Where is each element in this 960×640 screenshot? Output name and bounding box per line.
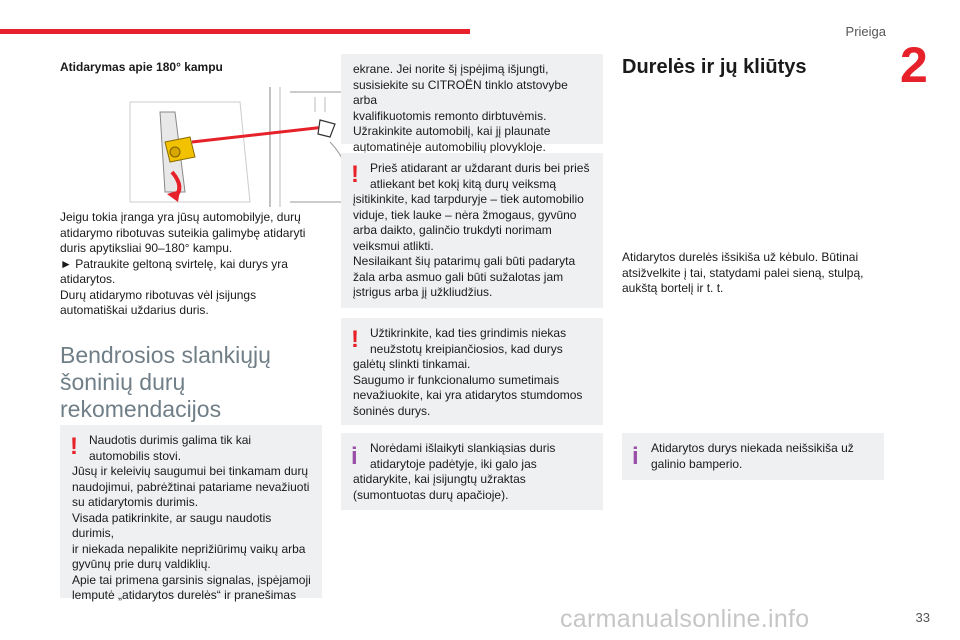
warning-icon: !: [70, 433, 78, 460]
page-number: 33: [915, 610, 930, 625]
doors-paragraph: Atidarytos durelės išsikiša už kėbulo. Būtinai atsižvelkite į tai, statydami palei sieną, stulpą, aukštą bortelį ir t. t.: [622, 250, 864, 295]
warning-box-3: [341, 318, 603, 425]
warning-box-1: [60, 425, 322, 602]
warning-box-2: [341, 153, 603, 308]
warning-box-2-first: Prieš atidarant ar uždarant duris bei prieš atliekant bet kokį kitą durų veiksmą: [370, 161, 590, 191]
warning-box-continued-text: ekrane. Jei norite šį įspėjimą išjungti, susisiekite su CITROËN tinklo atstovybe arba kvalifikuotomis remonto dirbtuvėmis. Užrakinkite automobilį, kai jį plaunate automatinėje automobilių plovykloje.: [353, 62, 568, 154]
info-box-1-first: Norėdami išlaikyti slankiąsias duris atidarytoje padėtyje, iki galo jas: [370, 441, 556, 471]
section-name: Prieiga: [845, 24, 886, 39]
info-box-2-text: Atidarytos durys niekada neišsikiša už galinio bamperio.: [651, 441, 854, 471]
section-title-doors-obstacles: Durelės ir jų kliūtys: [622, 56, 807, 78]
warning-box-2-rest: įsitikinkite, kad tarpduryje – tiek automobilio viduje, tiek lauke – nėra žmogaus, gyvūno arba daikto, galinčio trukdyti norimam veiksmui atlikti. Nesilaikant šių patarimų gali būti padaryta žala arba asmuo gali būti sužalotas jam įstrigus arba jį užkliudžius.: [353, 192, 584, 299]
chapter-number: 2: [900, 37, 928, 93]
info-icon: i: [351, 443, 358, 470]
subheading-180: Atidarymas apie 180° kampu: [60, 60, 223, 74]
info-box-2: [622, 433, 884, 480]
warning-box-1-rest: Jūsų ir keleivių saugumui bei tinkamam durų naudojimui, pabrėžtinai patariame nevažiuoti su atidarytomis durimis. Visada patikrinkite, ar saugu naudotis durimis, ir niekada nepalikite neprižiūrimų vaikų arba gyvūnų prie durų valdiklių. Apie tai primena garsinis signalas, įspėjamoji lemputė „atidarytos durelės“ ir pranešimas: [72, 464, 311, 602]
watermark: carmanualsonline.info: [560, 605, 810, 633]
warning-box-3-rest: galėtų slinkti tinkamai. Saugumo ir funkcionalumo sumetimais nevažiuokite, kai yra atidarytos stumdomos šoninės durys.: [353, 357, 583, 418]
warning-icon: !: [351, 161, 359, 188]
warning-box-3-first: Užtikrinkite, kad ties grindimis niekas neužstotų kreipiančiosios, kad durys: [370, 326, 567, 356]
warning-icon: !: [351, 326, 359, 353]
info-box-1: [341, 433, 603, 510]
warning-box-1-first: Naudotis durimis galima tik kai automobilis stovi.: [89, 433, 252, 463]
header-accent-bar: [0, 29, 470, 34]
section-title-general: Bendrosios slankiųjų šoninių durų rekomendacijos: [60, 342, 271, 422]
info-box-1-rest: atidarykite, kai įsijungtų užraktas (sumontuotas durų apačioje).: [353, 472, 526, 502]
info-icon: i: [632, 443, 639, 470]
limiter-paragraph: Jeigu tokia įranga yra jūsų automobilyje, durų atidarymo ribotuvas suteikia galimybę atidaryti duris apytiksliai 90–180° kampu. ► Patraukite geltoną svirtelę, kai durys yra atidarytos. Durų atidarymo ribotuvas vėl įsijungs automatiškai uždarius duris.: [60, 210, 306, 317]
warning-box-continued: [341, 54, 603, 154]
